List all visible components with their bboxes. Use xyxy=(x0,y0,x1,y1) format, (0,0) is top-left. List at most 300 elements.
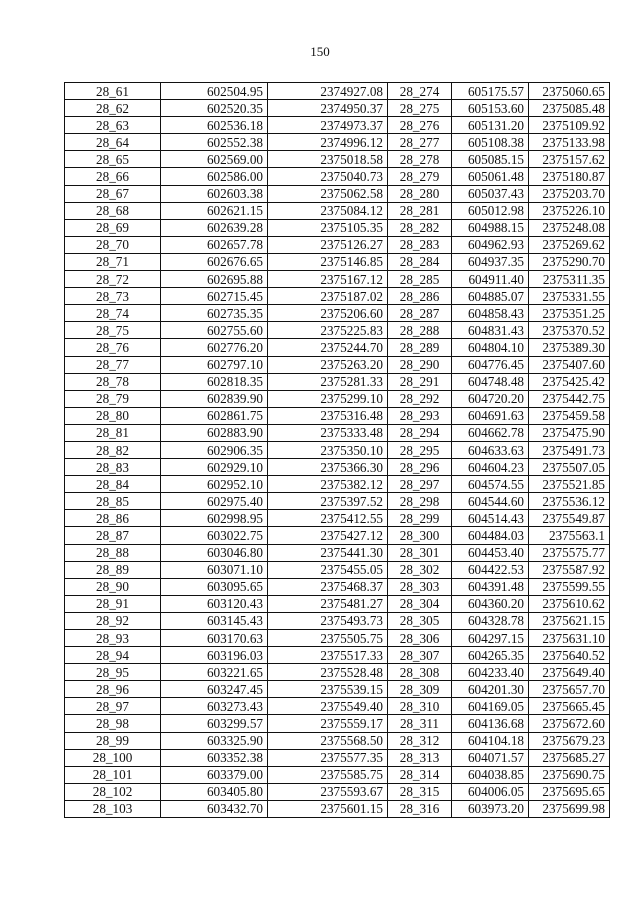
point-id-cell: 28_90 xyxy=(65,578,161,595)
table-row xyxy=(65,800,610,817)
x-coordinate-cell: 603405.80 xyxy=(161,783,268,800)
table-row xyxy=(65,390,610,407)
y-coordinate-cell: 2375521.85 xyxy=(529,476,610,493)
y-coordinate-cell: 2375316.48 xyxy=(268,407,388,424)
table-row xyxy=(65,373,610,390)
point-id-cell: 28_93 xyxy=(65,630,161,647)
x-coordinate-cell: 602883.90 xyxy=(161,424,268,441)
y-coordinate-cell: 2375425.42 xyxy=(529,373,610,390)
y-coordinate-cell: 2375311.35 xyxy=(529,271,610,288)
table-row xyxy=(65,681,610,698)
y-coordinate-cell: 2375105.35 xyxy=(268,219,388,236)
x-coordinate-cell: 604720.20 xyxy=(452,390,529,407)
y-coordinate-cell: 2375699.98 xyxy=(529,800,610,817)
point-id-cell: 28_303 xyxy=(388,578,452,595)
table-row xyxy=(65,322,610,339)
x-coordinate-cell: 602797.10 xyxy=(161,356,268,373)
table-row xyxy=(65,271,610,288)
table-row xyxy=(65,766,610,783)
x-coordinate-cell: 604988.15 xyxy=(452,219,529,236)
table-row xyxy=(65,134,610,151)
x-coordinate-cell: 602975.40 xyxy=(161,493,268,510)
y-coordinate-cell: 2375412.55 xyxy=(268,510,388,527)
x-coordinate-cell: 603196.03 xyxy=(161,647,268,664)
point-id-cell: 28_301 xyxy=(388,544,452,561)
point-id-cell: 28_299 xyxy=(388,510,452,527)
x-coordinate-cell: 604831.43 xyxy=(452,322,529,339)
table-row xyxy=(65,407,610,424)
point-id-cell: 28_302 xyxy=(388,561,452,578)
point-id-cell: 28_288 xyxy=(388,322,452,339)
point-id-cell: 28_70 xyxy=(65,236,161,253)
x-coordinate-cell: 603299.57 xyxy=(161,715,268,732)
point-id-cell: 28_85 xyxy=(65,493,161,510)
table-row xyxy=(65,253,610,270)
y-coordinate-cell: 2375528.48 xyxy=(268,664,388,681)
y-coordinate-cell: 2375455.05 xyxy=(268,561,388,578)
point-id-cell: 28_291 xyxy=(388,373,452,390)
point-id-cell: 28_98 xyxy=(65,715,161,732)
y-coordinate-cell: 2375685.27 xyxy=(529,749,610,766)
x-coordinate-cell: 604544.60 xyxy=(452,493,529,510)
table-row xyxy=(65,476,610,493)
y-coordinate-cell: 2375601.15 xyxy=(268,800,388,817)
y-coordinate-cell: 2375441.30 xyxy=(268,544,388,561)
x-coordinate-cell: 602818.35 xyxy=(161,373,268,390)
point-id-cell: 28_292 xyxy=(388,390,452,407)
x-coordinate-cell: 602520.35 xyxy=(161,100,268,117)
x-coordinate-cell: 604422.53 xyxy=(452,561,529,578)
table-row xyxy=(65,698,610,715)
point-id-cell: 28_309 xyxy=(388,681,452,698)
point-id-cell: 28_63 xyxy=(65,117,161,134)
y-coordinate-cell: 2374927.08 xyxy=(268,83,388,100)
x-coordinate-cell: 604104.18 xyxy=(452,732,529,749)
x-coordinate-cell: 604233.40 xyxy=(452,664,529,681)
point-id-cell: 28_96 xyxy=(65,681,161,698)
point-id-cell: 28_77 xyxy=(65,356,161,373)
x-coordinate-cell: 602839.90 xyxy=(161,390,268,407)
x-coordinate-cell: 602776.20 xyxy=(161,339,268,356)
y-coordinate-cell: 2375060.65 xyxy=(529,83,610,100)
table-row xyxy=(65,236,610,253)
y-coordinate-cell: 2374950.37 xyxy=(268,100,388,117)
point-id-cell: 28_308 xyxy=(388,664,452,681)
y-coordinate-cell: 2375585.75 xyxy=(268,766,388,783)
x-coordinate-cell: 602504.95 xyxy=(161,83,268,100)
x-coordinate-cell: 602695.88 xyxy=(161,271,268,288)
y-coordinate-cell: 2375126.27 xyxy=(268,236,388,253)
page-number: 150 xyxy=(310,44,330,59)
point-id-cell: 28_99 xyxy=(65,732,161,749)
x-coordinate-cell: 605175.57 xyxy=(452,83,529,100)
point-id-cell: 28_287 xyxy=(388,305,452,322)
x-coordinate-cell: 603273.43 xyxy=(161,698,268,715)
y-coordinate-cell: 2375370.52 xyxy=(529,322,610,339)
point-id-cell: 28_76 xyxy=(65,339,161,356)
point-id-cell: 28_74 xyxy=(65,305,161,322)
x-coordinate-cell: 604484.03 xyxy=(452,527,529,544)
y-coordinate-cell: 2375442.75 xyxy=(529,390,610,407)
point-id-cell: 28_62 xyxy=(65,100,161,117)
x-coordinate-cell: 604514.43 xyxy=(452,510,529,527)
y-coordinate-cell: 2375226.10 xyxy=(529,202,610,219)
x-coordinate-cell: 605037.43 xyxy=(452,185,529,202)
point-id-cell: 28_92 xyxy=(65,612,161,629)
x-coordinate-cell: 604360.20 xyxy=(452,595,529,612)
point-id-cell: 28_283 xyxy=(388,236,452,253)
point-id-cell: 28_313 xyxy=(388,749,452,766)
y-coordinate-cell: 2375679.23 xyxy=(529,732,610,749)
x-coordinate-cell: 602569.00 xyxy=(161,151,268,168)
point-id-cell: 28_79 xyxy=(65,390,161,407)
point-id-cell: 28_87 xyxy=(65,527,161,544)
y-coordinate-cell: 2375109.92 xyxy=(529,117,610,134)
y-coordinate-cell: 2375085.48 xyxy=(529,100,610,117)
x-coordinate-cell: 604962.93 xyxy=(452,236,529,253)
point-id-cell: 28_284 xyxy=(388,253,452,270)
point-id-cell: 28_297 xyxy=(388,476,452,493)
x-coordinate-cell: 605153.60 xyxy=(452,100,529,117)
point-id-cell: 28_277 xyxy=(388,134,452,151)
x-coordinate-cell: 604328.78 xyxy=(452,612,529,629)
point-id-cell: 28_102 xyxy=(65,783,161,800)
y-coordinate-cell: 2375517.33 xyxy=(268,647,388,664)
x-coordinate-cell: 603120.43 xyxy=(161,595,268,612)
x-coordinate-cell: 603046.80 xyxy=(161,544,268,561)
y-coordinate-cell: 2375427.12 xyxy=(268,527,388,544)
point-id-cell: 28_75 xyxy=(65,322,161,339)
point-id-cell: 28_101 xyxy=(65,766,161,783)
x-coordinate-cell: 602657.78 xyxy=(161,236,268,253)
x-coordinate-cell: 604633.63 xyxy=(452,441,529,458)
x-coordinate-cell: 602536.18 xyxy=(161,117,268,134)
table-row xyxy=(65,561,610,578)
point-id-cell: 28_295 xyxy=(388,441,452,458)
point-id-cell: 28_67 xyxy=(65,185,161,202)
table-row xyxy=(65,424,610,441)
x-coordinate-cell: 602621.15 xyxy=(161,202,268,219)
y-coordinate-cell: 2375505.75 xyxy=(268,630,388,647)
y-coordinate-cell: 2375146.85 xyxy=(268,253,388,270)
table-row xyxy=(65,339,610,356)
x-coordinate-cell: 604391.48 xyxy=(452,578,529,595)
point-id-cell: 28_282 xyxy=(388,219,452,236)
x-coordinate-cell: 602861.75 xyxy=(161,407,268,424)
y-coordinate-cell: 2375665.45 xyxy=(529,698,610,715)
point-id-cell: 28_80 xyxy=(65,407,161,424)
x-coordinate-cell: 604804.10 xyxy=(452,339,529,356)
y-coordinate-cell: 2375333.48 xyxy=(268,424,388,441)
table-row xyxy=(65,288,610,305)
y-coordinate-cell: 2375225.83 xyxy=(268,322,388,339)
y-coordinate-cell: 2375536.12 xyxy=(529,493,610,510)
point-id-cell: 28_82 xyxy=(65,441,161,458)
y-coordinate-cell: 2375491.73 xyxy=(529,441,610,458)
x-coordinate-cell: 602552.38 xyxy=(161,134,268,151)
x-coordinate-cell: 604748.48 xyxy=(452,373,529,390)
y-coordinate-cell: 2375389.30 xyxy=(529,339,610,356)
y-coordinate-cell: 2375577.35 xyxy=(268,749,388,766)
y-coordinate-cell: 2375587.92 xyxy=(529,561,610,578)
x-coordinate-cell: 604071.57 xyxy=(452,749,529,766)
point-id-cell: 28_65 xyxy=(65,151,161,168)
point-id-cell: 28_103 xyxy=(65,800,161,817)
point-id-cell: 28_281 xyxy=(388,202,452,219)
y-coordinate-cell: 2375539.15 xyxy=(268,681,388,698)
y-coordinate-cell: 2375468.37 xyxy=(268,578,388,595)
table-row xyxy=(65,510,610,527)
x-coordinate-cell: 603973.20 xyxy=(452,800,529,817)
point-id-cell: 28_95 xyxy=(65,664,161,681)
x-coordinate-cell: 605012.98 xyxy=(452,202,529,219)
table-row xyxy=(65,202,610,219)
y-coordinate-cell: 2375263.20 xyxy=(268,356,388,373)
y-coordinate-cell: 2375407.60 xyxy=(529,356,610,373)
table-row xyxy=(65,578,610,595)
y-coordinate-cell: 2375351.25 xyxy=(529,305,610,322)
x-coordinate-cell: 602755.60 xyxy=(161,322,268,339)
point-id-cell: 28_275 xyxy=(388,100,452,117)
x-coordinate-cell: 602906.35 xyxy=(161,441,268,458)
point-id-cell: 28_73 xyxy=(65,288,161,305)
table-row xyxy=(65,647,610,664)
x-coordinate-cell: 604885.07 xyxy=(452,288,529,305)
y-coordinate-cell: 2375167.12 xyxy=(268,271,388,288)
y-coordinate-cell: 2375244.70 xyxy=(268,339,388,356)
x-coordinate-cell: 602586.00 xyxy=(161,168,268,185)
y-coordinate-cell: 2375281.33 xyxy=(268,373,388,390)
point-id-cell: 28_72 xyxy=(65,271,161,288)
point-id-cell: 28_304 xyxy=(388,595,452,612)
table-row xyxy=(65,783,610,800)
x-coordinate-cell: 605085.15 xyxy=(452,151,529,168)
point-id-cell: 28_298 xyxy=(388,493,452,510)
x-coordinate-cell: 603022.75 xyxy=(161,527,268,544)
x-coordinate-cell: 602676.65 xyxy=(161,253,268,270)
point-id-cell: 28_312 xyxy=(388,732,452,749)
point-id-cell: 28_279 xyxy=(388,168,452,185)
y-coordinate-cell: 2375672.60 xyxy=(529,715,610,732)
x-coordinate-cell: 603221.65 xyxy=(161,664,268,681)
x-coordinate-cell: 603432.70 xyxy=(161,800,268,817)
point-id-cell: 28_286 xyxy=(388,288,452,305)
point-id-cell: 28_274 xyxy=(388,83,452,100)
point-id-cell: 28_61 xyxy=(65,83,161,100)
point-id-cell: 28_78 xyxy=(65,373,161,390)
y-coordinate-cell: 2374973.37 xyxy=(268,117,388,134)
x-coordinate-cell: 604574.55 xyxy=(452,476,529,493)
point-id-cell: 28_305 xyxy=(388,612,452,629)
x-coordinate-cell: 604201.30 xyxy=(452,681,529,698)
y-coordinate-cell: 2375299.10 xyxy=(268,390,388,407)
table-row xyxy=(65,664,610,681)
point-id-cell: 28_290 xyxy=(388,356,452,373)
x-coordinate-cell: 604265.35 xyxy=(452,647,529,664)
x-coordinate-cell: 604776.45 xyxy=(452,356,529,373)
y-coordinate-cell: 2375568.50 xyxy=(268,732,388,749)
table-row xyxy=(65,305,610,322)
table-row xyxy=(65,749,610,766)
point-id-cell: 28_66 xyxy=(65,168,161,185)
y-coordinate-cell: 2375459.58 xyxy=(529,407,610,424)
y-coordinate-cell: 2375481.27 xyxy=(268,595,388,612)
point-id-cell: 28_86 xyxy=(65,510,161,527)
y-coordinate-cell: 2375084.12 xyxy=(268,202,388,219)
point-id-cell: 28_100 xyxy=(65,749,161,766)
x-coordinate-cell: 604937.35 xyxy=(452,253,529,270)
y-coordinate-cell: 2375640.52 xyxy=(529,647,610,664)
y-coordinate-cell: 2374996.12 xyxy=(268,134,388,151)
y-coordinate-cell: 2375062.58 xyxy=(268,185,388,202)
table-row xyxy=(65,630,610,647)
x-coordinate-cell: 602603.38 xyxy=(161,185,268,202)
point-id-cell: 28_81 xyxy=(65,424,161,441)
point-id-cell: 28_94 xyxy=(65,647,161,664)
y-coordinate-cell: 2375621.15 xyxy=(529,612,610,629)
y-coordinate-cell: 2375350.10 xyxy=(268,441,388,458)
point-id-cell: 28_294 xyxy=(388,424,452,441)
y-coordinate-cell: 2375649.40 xyxy=(529,664,610,681)
point-id-cell: 28_91 xyxy=(65,595,161,612)
y-coordinate-cell: 2375290.70 xyxy=(529,253,610,270)
y-coordinate-cell: 2375366.30 xyxy=(268,459,388,476)
y-coordinate-cell: 2375397.52 xyxy=(268,493,388,510)
coordinates-table-body xyxy=(65,83,610,818)
x-coordinate-cell: 605108.38 xyxy=(452,134,529,151)
y-coordinate-cell: 2375157.62 xyxy=(529,151,610,168)
y-coordinate-cell: 2375180.87 xyxy=(529,168,610,185)
table-row xyxy=(65,168,610,185)
x-coordinate-cell: 602929.10 xyxy=(161,459,268,476)
point-id-cell: 28_88 xyxy=(65,544,161,561)
point-id-cell: 28_300 xyxy=(388,527,452,544)
y-coordinate-cell: 2375657.70 xyxy=(529,681,610,698)
y-coordinate-cell: 2375203.70 xyxy=(529,185,610,202)
table-row xyxy=(65,595,610,612)
x-coordinate-cell: 603352.38 xyxy=(161,749,268,766)
y-coordinate-cell: 2375040.73 xyxy=(268,168,388,185)
point-id-cell: 28_71 xyxy=(65,253,161,270)
table-row xyxy=(65,100,610,117)
x-coordinate-cell: 602735.35 xyxy=(161,305,268,322)
y-coordinate-cell: 2375599.55 xyxy=(529,578,610,595)
point-id-cell: 28_285 xyxy=(388,271,452,288)
table-row xyxy=(65,441,610,458)
y-coordinate-cell: 2375382.12 xyxy=(268,476,388,493)
y-coordinate-cell: 2375475.90 xyxy=(529,424,610,441)
y-coordinate-cell: 2375563.1 xyxy=(529,527,610,544)
y-coordinate-cell: 2375269.62 xyxy=(529,236,610,253)
point-id-cell: 28_293 xyxy=(388,407,452,424)
table-row xyxy=(65,356,610,373)
table-row xyxy=(65,544,610,561)
y-coordinate-cell: 2375695.65 xyxy=(529,783,610,800)
x-coordinate-cell: 604006.05 xyxy=(452,783,529,800)
table-row xyxy=(65,612,610,629)
y-coordinate-cell: 2375206.60 xyxy=(268,305,388,322)
point-id-cell: 28_314 xyxy=(388,766,452,783)
y-coordinate-cell: 2375631.10 xyxy=(529,630,610,647)
table-row xyxy=(65,83,610,100)
coordinates-table xyxy=(64,82,610,818)
table-row xyxy=(65,459,610,476)
x-coordinate-cell: 603095.65 xyxy=(161,578,268,595)
point-id-cell: 28_278 xyxy=(388,151,452,168)
y-coordinate-cell: 2375507.05 xyxy=(529,459,610,476)
x-coordinate-cell: 602952.10 xyxy=(161,476,268,493)
x-coordinate-cell: 604858.43 xyxy=(452,305,529,322)
table-row xyxy=(65,219,610,236)
y-coordinate-cell: 2375593.67 xyxy=(268,783,388,800)
x-coordinate-cell: 604136.68 xyxy=(452,715,529,732)
x-coordinate-cell: 605131.20 xyxy=(452,117,529,134)
point-id-cell: 28_84 xyxy=(65,476,161,493)
table-row xyxy=(65,732,610,749)
point-id-cell: 28_289 xyxy=(388,339,452,356)
x-coordinate-cell: 604604.23 xyxy=(452,459,529,476)
y-coordinate-cell: 2375575.77 xyxy=(529,544,610,561)
x-coordinate-cell: 603170.63 xyxy=(161,630,268,647)
x-coordinate-cell: 602639.28 xyxy=(161,219,268,236)
point-id-cell: 28_311 xyxy=(388,715,452,732)
point-id-cell: 28_280 xyxy=(388,185,452,202)
x-coordinate-cell: 604662.78 xyxy=(452,424,529,441)
y-coordinate-cell: 2375133.98 xyxy=(529,134,610,151)
point-id-cell: 28_97 xyxy=(65,698,161,715)
x-coordinate-cell: 604911.40 xyxy=(452,271,529,288)
table-row xyxy=(65,715,610,732)
point-id-cell: 28_68 xyxy=(65,202,161,219)
table-row xyxy=(65,151,610,168)
table-row xyxy=(65,527,610,544)
table-row xyxy=(65,185,610,202)
y-coordinate-cell: 2375187.02 xyxy=(268,288,388,305)
x-coordinate-cell: 604453.40 xyxy=(452,544,529,561)
point-id-cell: 28_69 xyxy=(65,219,161,236)
x-coordinate-cell: 604691.63 xyxy=(452,407,529,424)
x-coordinate-cell: 603071.10 xyxy=(161,561,268,578)
point-id-cell: 28_306 xyxy=(388,630,452,647)
point-id-cell: 28_315 xyxy=(388,783,452,800)
x-coordinate-cell: 603379.00 xyxy=(161,766,268,783)
x-coordinate-cell: 603145.43 xyxy=(161,612,268,629)
x-coordinate-cell: 605061.48 xyxy=(452,168,529,185)
point-id-cell: 28_307 xyxy=(388,647,452,664)
x-coordinate-cell: 604038.85 xyxy=(452,766,529,783)
x-coordinate-cell: 604169.05 xyxy=(452,698,529,715)
y-coordinate-cell: 2375493.73 xyxy=(268,612,388,629)
y-coordinate-cell: 2375559.17 xyxy=(268,715,388,732)
y-coordinate-cell: 2375331.55 xyxy=(529,288,610,305)
y-coordinate-cell: 2375690.75 xyxy=(529,766,610,783)
point-id-cell: 28_89 xyxy=(65,561,161,578)
point-id-cell: 28_83 xyxy=(65,459,161,476)
x-coordinate-cell: 602998.95 xyxy=(161,510,268,527)
point-id-cell: 28_64 xyxy=(65,134,161,151)
point-id-cell: 28_310 xyxy=(388,698,452,715)
y-coordinate-cell: 2375549.87 xyxy=(529,510,610,527)
table-row xyxy=(65,117,610,134)
y-coordinate-cell: 2375610.62 xyxy=(529,595,610,612)
y-coordinate-cell: 2375549.40 xyxy=(268,698,388,715)
x-coordinate-cell: 604297.15 xyxy=(452,630,529,647)
x-coordinate-cell: 603247.45 xyxy=(161,681,268,698)
y-coordinate-cell: 2375018.58 xyxy=(268,151,388,168)
x-coordinate-cell: 603325.90 xyxy=(161,732,268,749)
y-coordinate-cell: 2375248.08 xyxy=(529,219,610,236)
x-coordinate-cell: 602715.45 xyxy=(161,288,268,305)
